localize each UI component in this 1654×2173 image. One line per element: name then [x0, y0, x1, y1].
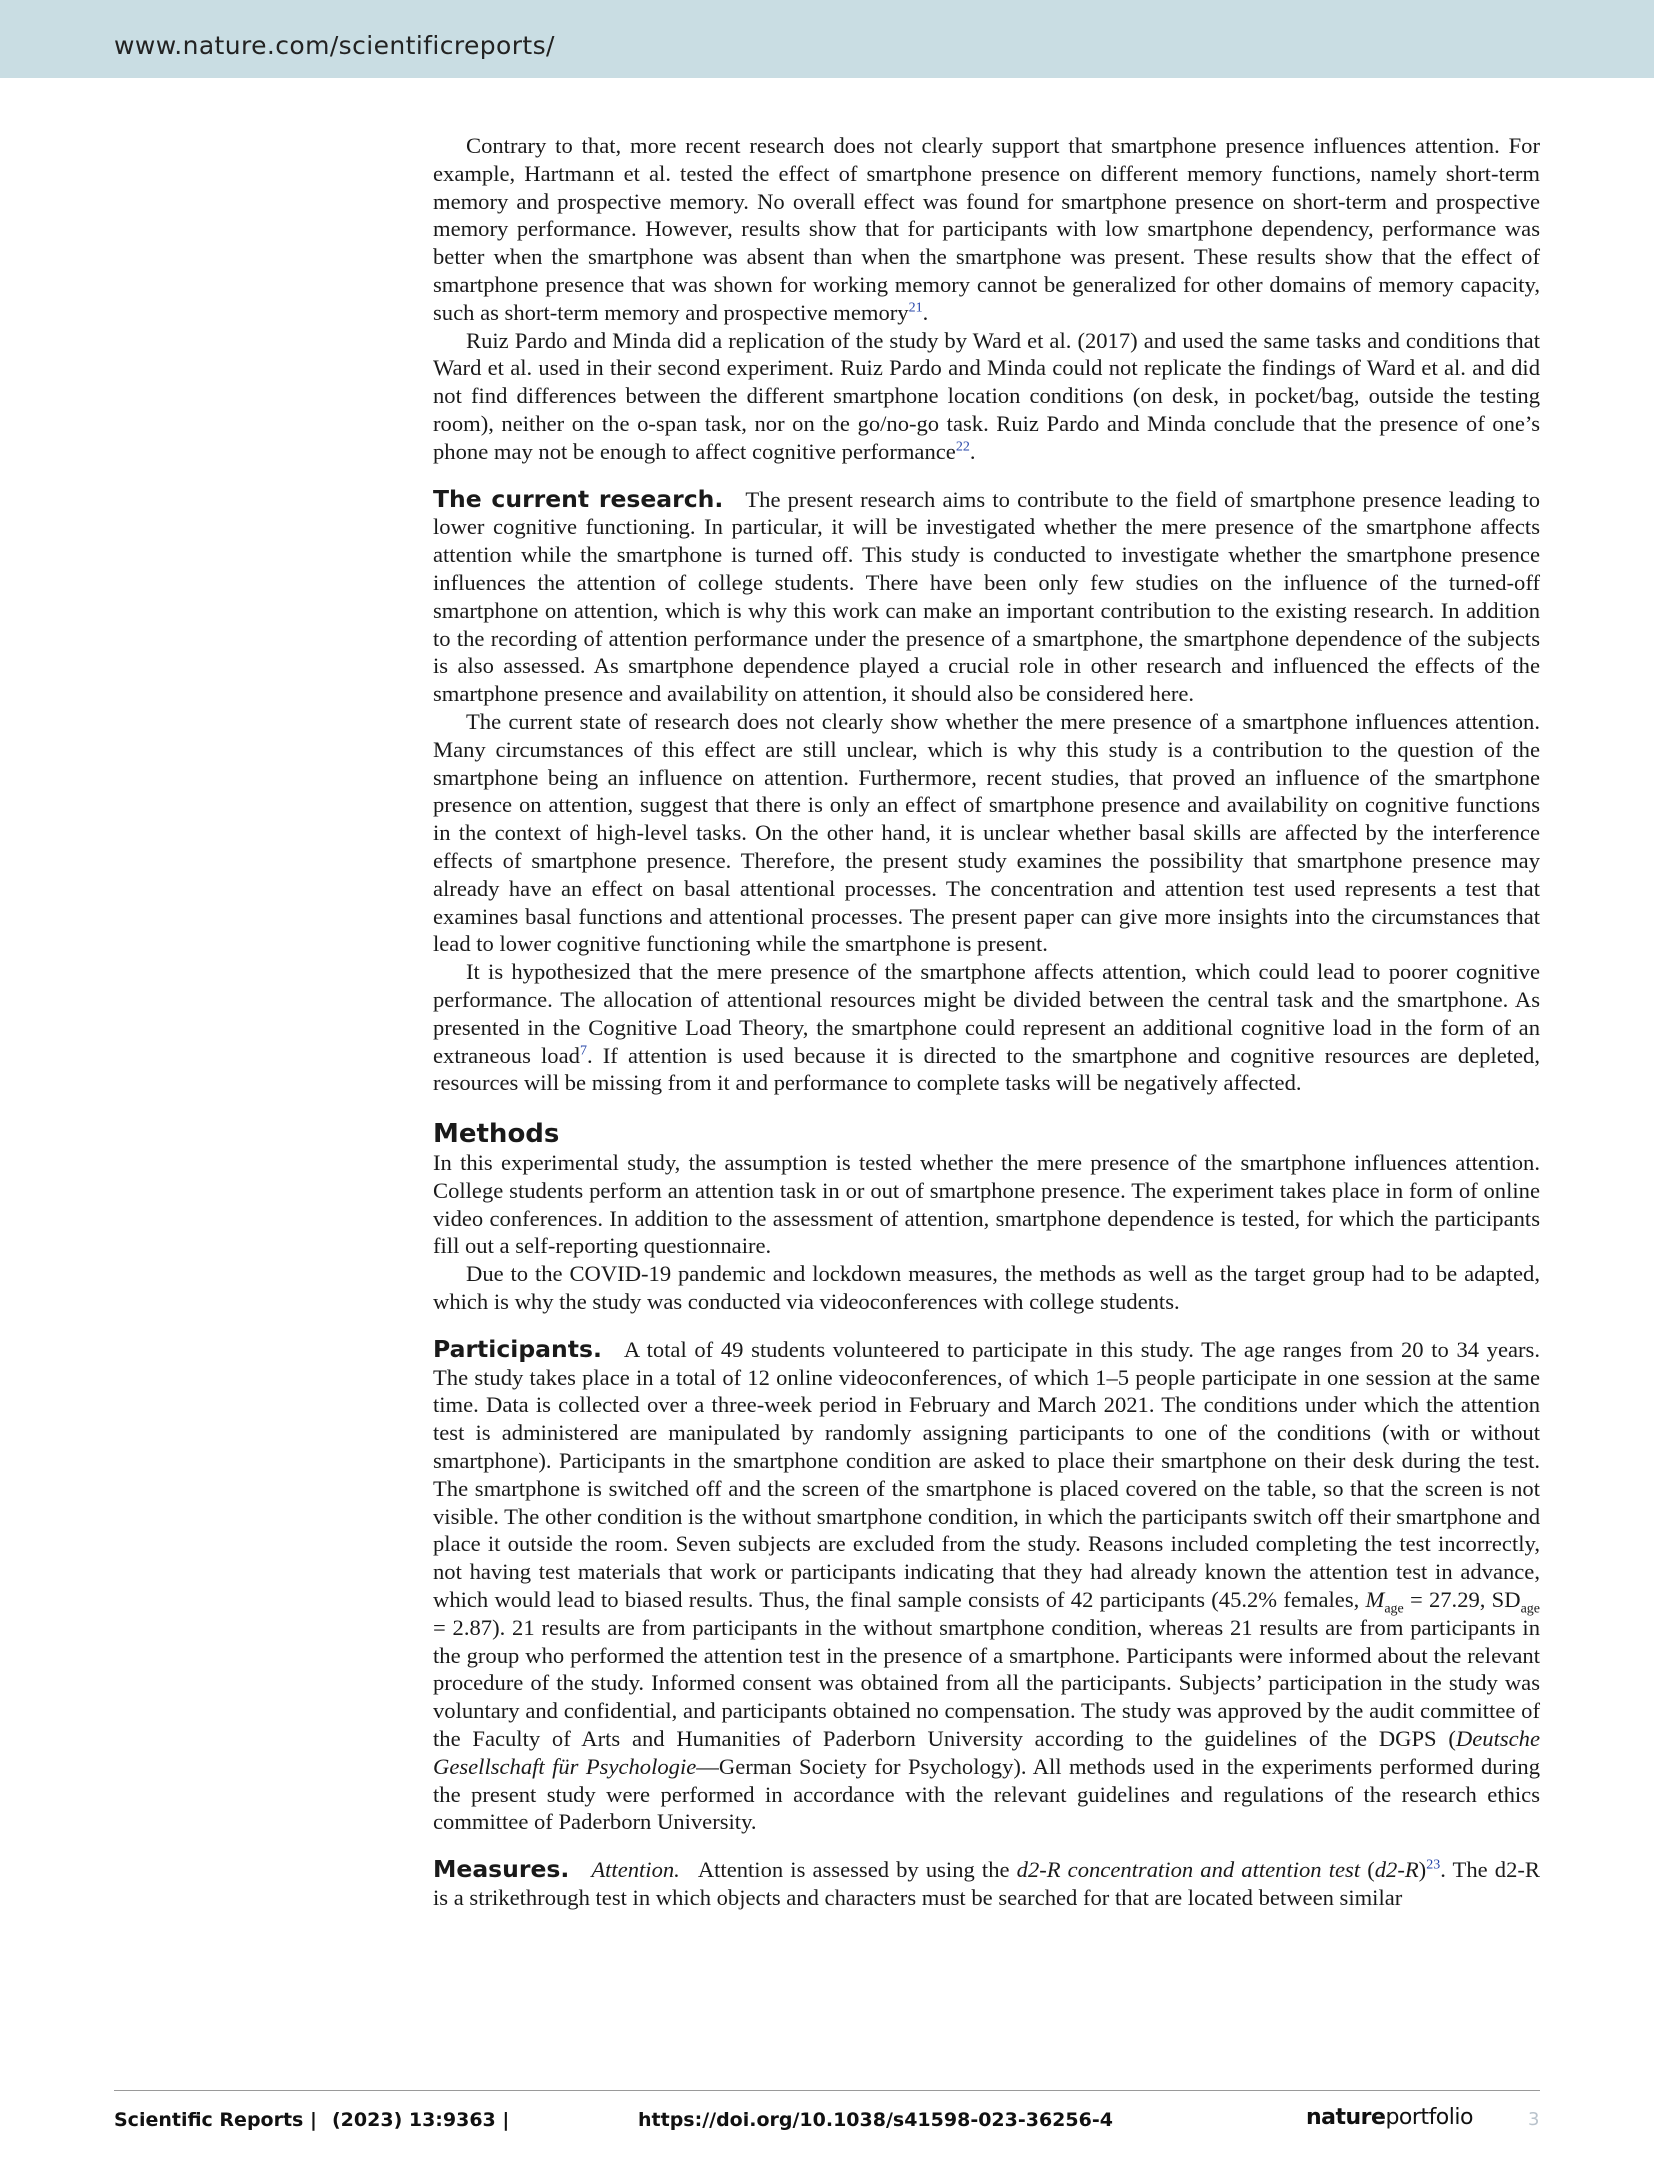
- section-measures: [433, 1856, 1540, 1912]
- citation-link[interactable]: 23: [1426, 1857, 1441, 1873]
- sub-subsection-label-attention: Attention.: [591, 1857, 680, 1883]
- paragraph-current-1: [433, 486, 1540, 708]
- paragraph-methods-1: In this experimental study, the assumption is tested whether the mere presence of the smartphone influences attention. College students perform an attention task in or out of smartphone presence. The experiment takes place in form of online video conferences. In addition to the assessment of attention, smartphone dependence is tested, for which the participants fill out a self-reporting questionnaire.: [433, 1150, 1540, 1259]
- text-run: (: [1360, 1857, 1375, 1883]
- subsection-heading-participants: Participants.: [433, 1334, 602, 1363]
- section-methods: [433, 1119, 1540, 1316]
- footer-journal-name: Scientific Reports |: [114, 2109, 317, 2131]
- logo-bold-part: nature: [1306, 2105, 1386, 2130]
- page-number: 3: [1528, 2109, 1540, 2130]
- footer-doi-link[interactable]: https://doi.org/10.1038/s41598-023-36256-4: [638, 2109, 1113, 2131]
- paragraph-measures: [433, 1856, 1540, 1912]
- section-current-research: [433, 486, 1540, 1098]
- text-run: Attention is assessed by using the: [697, 1857, 1017, 1883]
- text-run: . If attention is used because it is directed to the smartphone and cognitive resources are depleted, resources will be missing from it and performance to complete tasks will be negatively affected.: [433, 1042, 1540, 1096]
- paragraph-intro-2: Ruiz Pardo and Minda did a replication of the study by Ward et al. (2017) and used the same tasks and conditions that Ward et al. used in their second experiment. Ruiz Pardo and Minda could not replicate the findings of Ward et al. and did not find differences between the different smartphone location conditions (on desk, in pocket/bag, outside the testing room), neither on the o-span task, nor on the go/no-go task. Ruiz Pardo and Minda conclude that the presence of one’s phone may not be enough to affect cognitive performance$^{22}$.: [433, 327, 1540, 464]
- text-italic: d2-R: [1374, 1857, 1419, 1883]
- text-run: = 2.87). 21 results are from participants in the without smartphone condition, whereas 21 results are from participants in the group who performed the attention test in the presence of a smartphone. Participants were informed about the relevant procedure of the study. Informed consent was obtained from all the participants. Subjects’ participation in the study was voluntary and confidential, and participants obtained no compensation. The study was approved by the audit committee of the Faculty of Arts and Humanities of Paderborn University according to the guidelines of the DGPS (: [433, 1614, 1540, 1752]
- text-run: It is hypothesized that the mere presence of the smartphone affects attention, which could lead to poorer cognitive performance. The allocation of attentional resources might be divided between the central task and the smartphone. As presented in the Cognitive Load Theory, the smartphone could represent an additional cognitive load in the form of an extraneous load: [433, 959, 1540, 1068]
- text-italic: d2-R concentration and attention test: [1016, 1857, 1361, 1883]
- text-run: ): [1418, 1857, 1427, 1883]
- article-body: [433, 132, 1540, 1912]
- text-italic: Deutsche Gesellschaft für Psychologie: [433, 1726, 1540, 1779]
- citation-link[interactable]: 21: [908, 300, 923, 316]
- footer-volume: (2023) 13:9363 |: [332, 2109, 510, 2131]
- stat-symbol-mean: M: [1365, 1587, 1385, 1613]
- text-run: The present research aims to contribute to the field of smartphone presence leading to lower cognitive functioning. In particular, it will be investigated whether the mere presence of the smartphone affects attention while the smartphone is turned off. This study is conducted to investigate whether the smartphone presence influences the attention of college students. There have been only few studies on the influence of the turned-off smartphone on attention, which is why this work can make an important contribution to the existing research. In addition to the recording of attention performance under the presence of a smartphone, the smartphone dependence of the subjects is also assessed. As smartphone dependence played a crucial role in other research and influenced the effects of the smartphone presence and availability on attention, it should also be considered here.: [433, 486, 1540, 707]
- text-run: = 27.29, SD: [1403, 1587, 1521, 1613]
- site-url[interactable]: www.nature.com/scientificreports/: [114, 31, 555, 60]
- stat-subscript: age: [1384, 1601, 1404, 1617]
- paragraph-methods-2: Due to the COVID-19 pandemic and lockdown measures, the methods as well as the target group had to be adapted, which is why the study was conducted via videoconferences with college students.: [433, 1261, 1540, 1315]
- text-run: Contrary to that, more recent research does not clearly support that smartphone presence influences attention. For example, Hartmann et al. tested the effect of smartphone presence on different memory functions, namely short-term memory and prospective memory. No overall effect was found for smartphone presence on short-term and prospective memory performance. However, results show that for participants with low smartphone dependency, performance was better when the smartphone was absent than when the smartphone was present. These results show that the effect of smartphone presence that was shown for working memory cannot be generalized for other domains of memory capacity, such as short-term memory and prospective memory: [433, 133, 1540, 325]
- logo-light-part: portfolio: [1385, 2105, 1473, 2130]
- text-run: A total of 49 students volunteered to participate in this study. The age ranges from 20 to 34 years. The study takes place in a total of 12 online videoconferences, of which 1–5 people participate in one session at the same time. Data is collected over a three-week period in February and March 2021. The conditions under which the attention test is administered are manipulated by randomly assigning participants to one of the conditions (with or without smartphone). Participants in the smartphone condition are asked to place their smartphone on their desk during the test. The smartphone is switched off and the screen of the smartphone is placed covered on the table, so that the screen is not visible. The other condition is the without smartphone condition, in which the participants switch off their smartphone and place it outside the room. Seven subjects are excluded from the study. Reasons included completing the test incorrectly, not having test materials that work or participants indicating that they had already known the attention test in advance, which would lead to biased results. Thus, the final sample consists of 42 participants (45.2% females,: [433, 1336, 1540, 1613]
- text-run: Ruiz Pardo and Minda did a replication of the study by Ward et al. (2017) and used the same tasks and conditions that Ward et al. used in their second experiment. Ruiz Pardo and Minda could not replicate the findings of Ward et al. and did not find differences between the different smartphone location conditions (on desk, in pocket/bag, outside the testing room), neither on the o-span task, nor on the go/no-go task. Ruiz Pardo and Minda conclude that the presence of one’s phone may not be enough to affect cognitive performance: [433, 327, 1540, 464]
- paragraph-current-2: The current state of research does not clearly show whether the mere presence of a smartphone influences attention. Many circumstances of this effect are still unclear, which is why this study is a contribution to the question of the smartphone being an influence on attention. Furthermore, recent studies, that proved an influence of the smartphone presence on attention, suggest that there is only an effect of smartphone presence and availability on cognitive functions in the context of high-level tasks. On the other hand, it is unclear whether basal skills are affected by the interference effects of smartphone presence. Therefore, the present study examines the possibility that smartphone presence may already have an effect on basal attentional processes. The concentration and attention test used represents a test that examines basal functions and attentional processes. The present paper can give more insights into the circumstances that lead to lower cognitive functioning while the smartphone is present.: [433, 708, 1540, 957]
- paragraph-current-3: [433, 958, 1540, 1097]
- paragraph-participants: [433, 1336, 1540, 1836]
- text-run: . The d2-R is a strikethrough test in which objects and characters must be searched for that are located between similar: [433, 1857, 1540, 1911]
- section-participants: [433, 1336, 1540, 1836]
- site-header-bar: [0, 0, 1654, 78]
- section-heading-methods: Methods: [433, 1119, 560, 1150]
- subsection-heading-measures: Measures.: [433, 1855, 570, 1884]
- citation-link[interactable]: 22: [955, 439, 970, 455]
- nature-portfolio-logo: [1306, 2105, 1473, 2130]
- paragraph-intro-1: Contrary to that, more recent research does not clearly support that smartphone presence influences attention. For example, Hartmann et al. tested the effect of smartphone presence on different memory functions, namely short-term memory and prospective memory. No overall effect was found for smartphone presence on short-term and prospective memory performance. However, results show that for participants with low smartphone dependency, performance was better when the smartphone was absent than when the smartphone was present. These results show that the effect of smartphone presence that was shown for working memory cannot be generalized for other domains of memory capacity, such as short-term memory and prospective memory$^{21}$.: [433, 133, 1540, 325]
- text-run: —German Society for Psychology). All methods used in the experiments performed during the present study were performed in accordance with the relevant guidelines and regulations of the research ethics committee of Paderborn University.: [433, 1753, 1540, 1835]
- stat-subscript: age: [1520, 1601, 1540, 1617]
- citation-link[interactable]: 7: [579, 1042, 587, 1058]
- subsection-heading-current-research: The current research.: [433, 484, 724, 513]
- page-footer: [114, 2090, 1540, 2131]
